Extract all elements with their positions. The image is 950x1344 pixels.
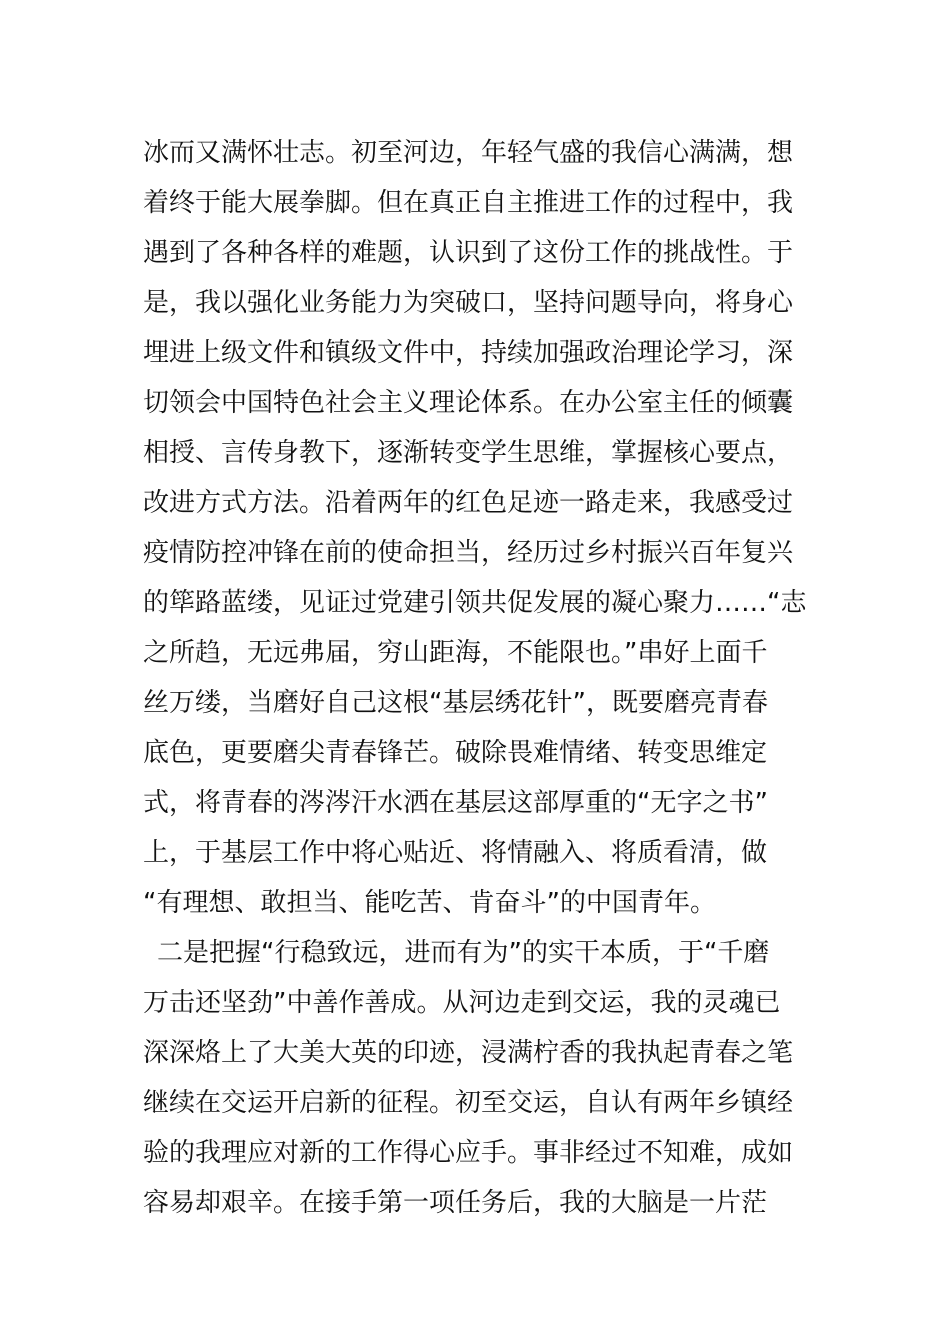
text-line: 上，于基层工作中将心贴近、将情融入、将质看清，做 — [143, 838, 768, 868]
text-line: 丝万缕，当磨好自己这根“基层绣花针”，既要磨亮青春 — [143, 688, 768, 718]
body-text — [143, 128, 823, 1228]
text-line: 容易却艰辛。在接手第一项任务后，我的大脑是一片茫 — [143, 1188, 768, 1218]
text-line: 遇到了各种各样的难题，认识到了这份工作的挑战性。于 — [143, 238, 794, 268]
text-line: 验的我理应对新的工作得心应手。事非经过不知难，成如 — [143, 1138, 794, 1168]
paragraph-start-line: 二是把握“行稳致远，进而有为”的实干本质，于“千磨 — [157, 938, 770, 968]
text-line: 深深烙上了大美大英的印迹，浸满柠香的我执起青春之笔 — [143, 1038, 794, 1068]
text-line: 切领会中国特色社会主义理论体系。在办公室主任的倾囊 — [143, 388, 794, 418]
text-line: 改进方式方法。沿着两年的红色足迹一路走来，我感受过 — [143, 488, 794, 518]
text-line: 埋进上级文件和镇级文件中，持续加强政治理论学习，深 — [143, 338, 794, 368]
text-line: 底色，更要磨尖青春锋芒。破除畏难情绪、转变思维定 — [143, 738, 768, 768]
text-line: 式，将青春的涔涔汗水洒在基层这部厚重的“无字之书” — [143, 788, 768, 818]
text-line: 万击还坚劲”中善作善成。从河边走到交运，我的灵魂已 — [143, 988, 781, 1018]
text-line: 疫情防控冲锋在前的使命担当，经历过乡村振兴百年复兴 — [143, 538, 794, 568]
text-line: 继续在交运开启新的征程。初至交运，自认有两年乡镇经 — [143, 1088, 794, 1118]
text-line: 相授、言传身教下，逐渐转变学生思维，掌握核心要点， — [143, 438, 794, 468]
text-line: 的筚路蓝缕，见证过党建引领共促发展的凝心聚力……“志 — [143, 588, 807, 618]
text-line: “有理想、敢担当、能吃苦、肯奋斗”的中国青年。 — [143, 888, 716, 918]
text-line: 是，我以强化业务能力为突破口，坚持问题导向，将身心 — [143, 288, 794, 318]
text-line: 着终于能大展拳脚。但在真正自主推进工作的过程中，我 — [143, 188, 794, 218]
text-line: 之所趋，无远弗届，穷山距海，不能限也。”串好上面千 — [143, 638, 768, 668]
text-line: 冰而又满怀壮志。初至河边，年轻气盛的我信心满满，想 — [143, 138, 794, 168]
